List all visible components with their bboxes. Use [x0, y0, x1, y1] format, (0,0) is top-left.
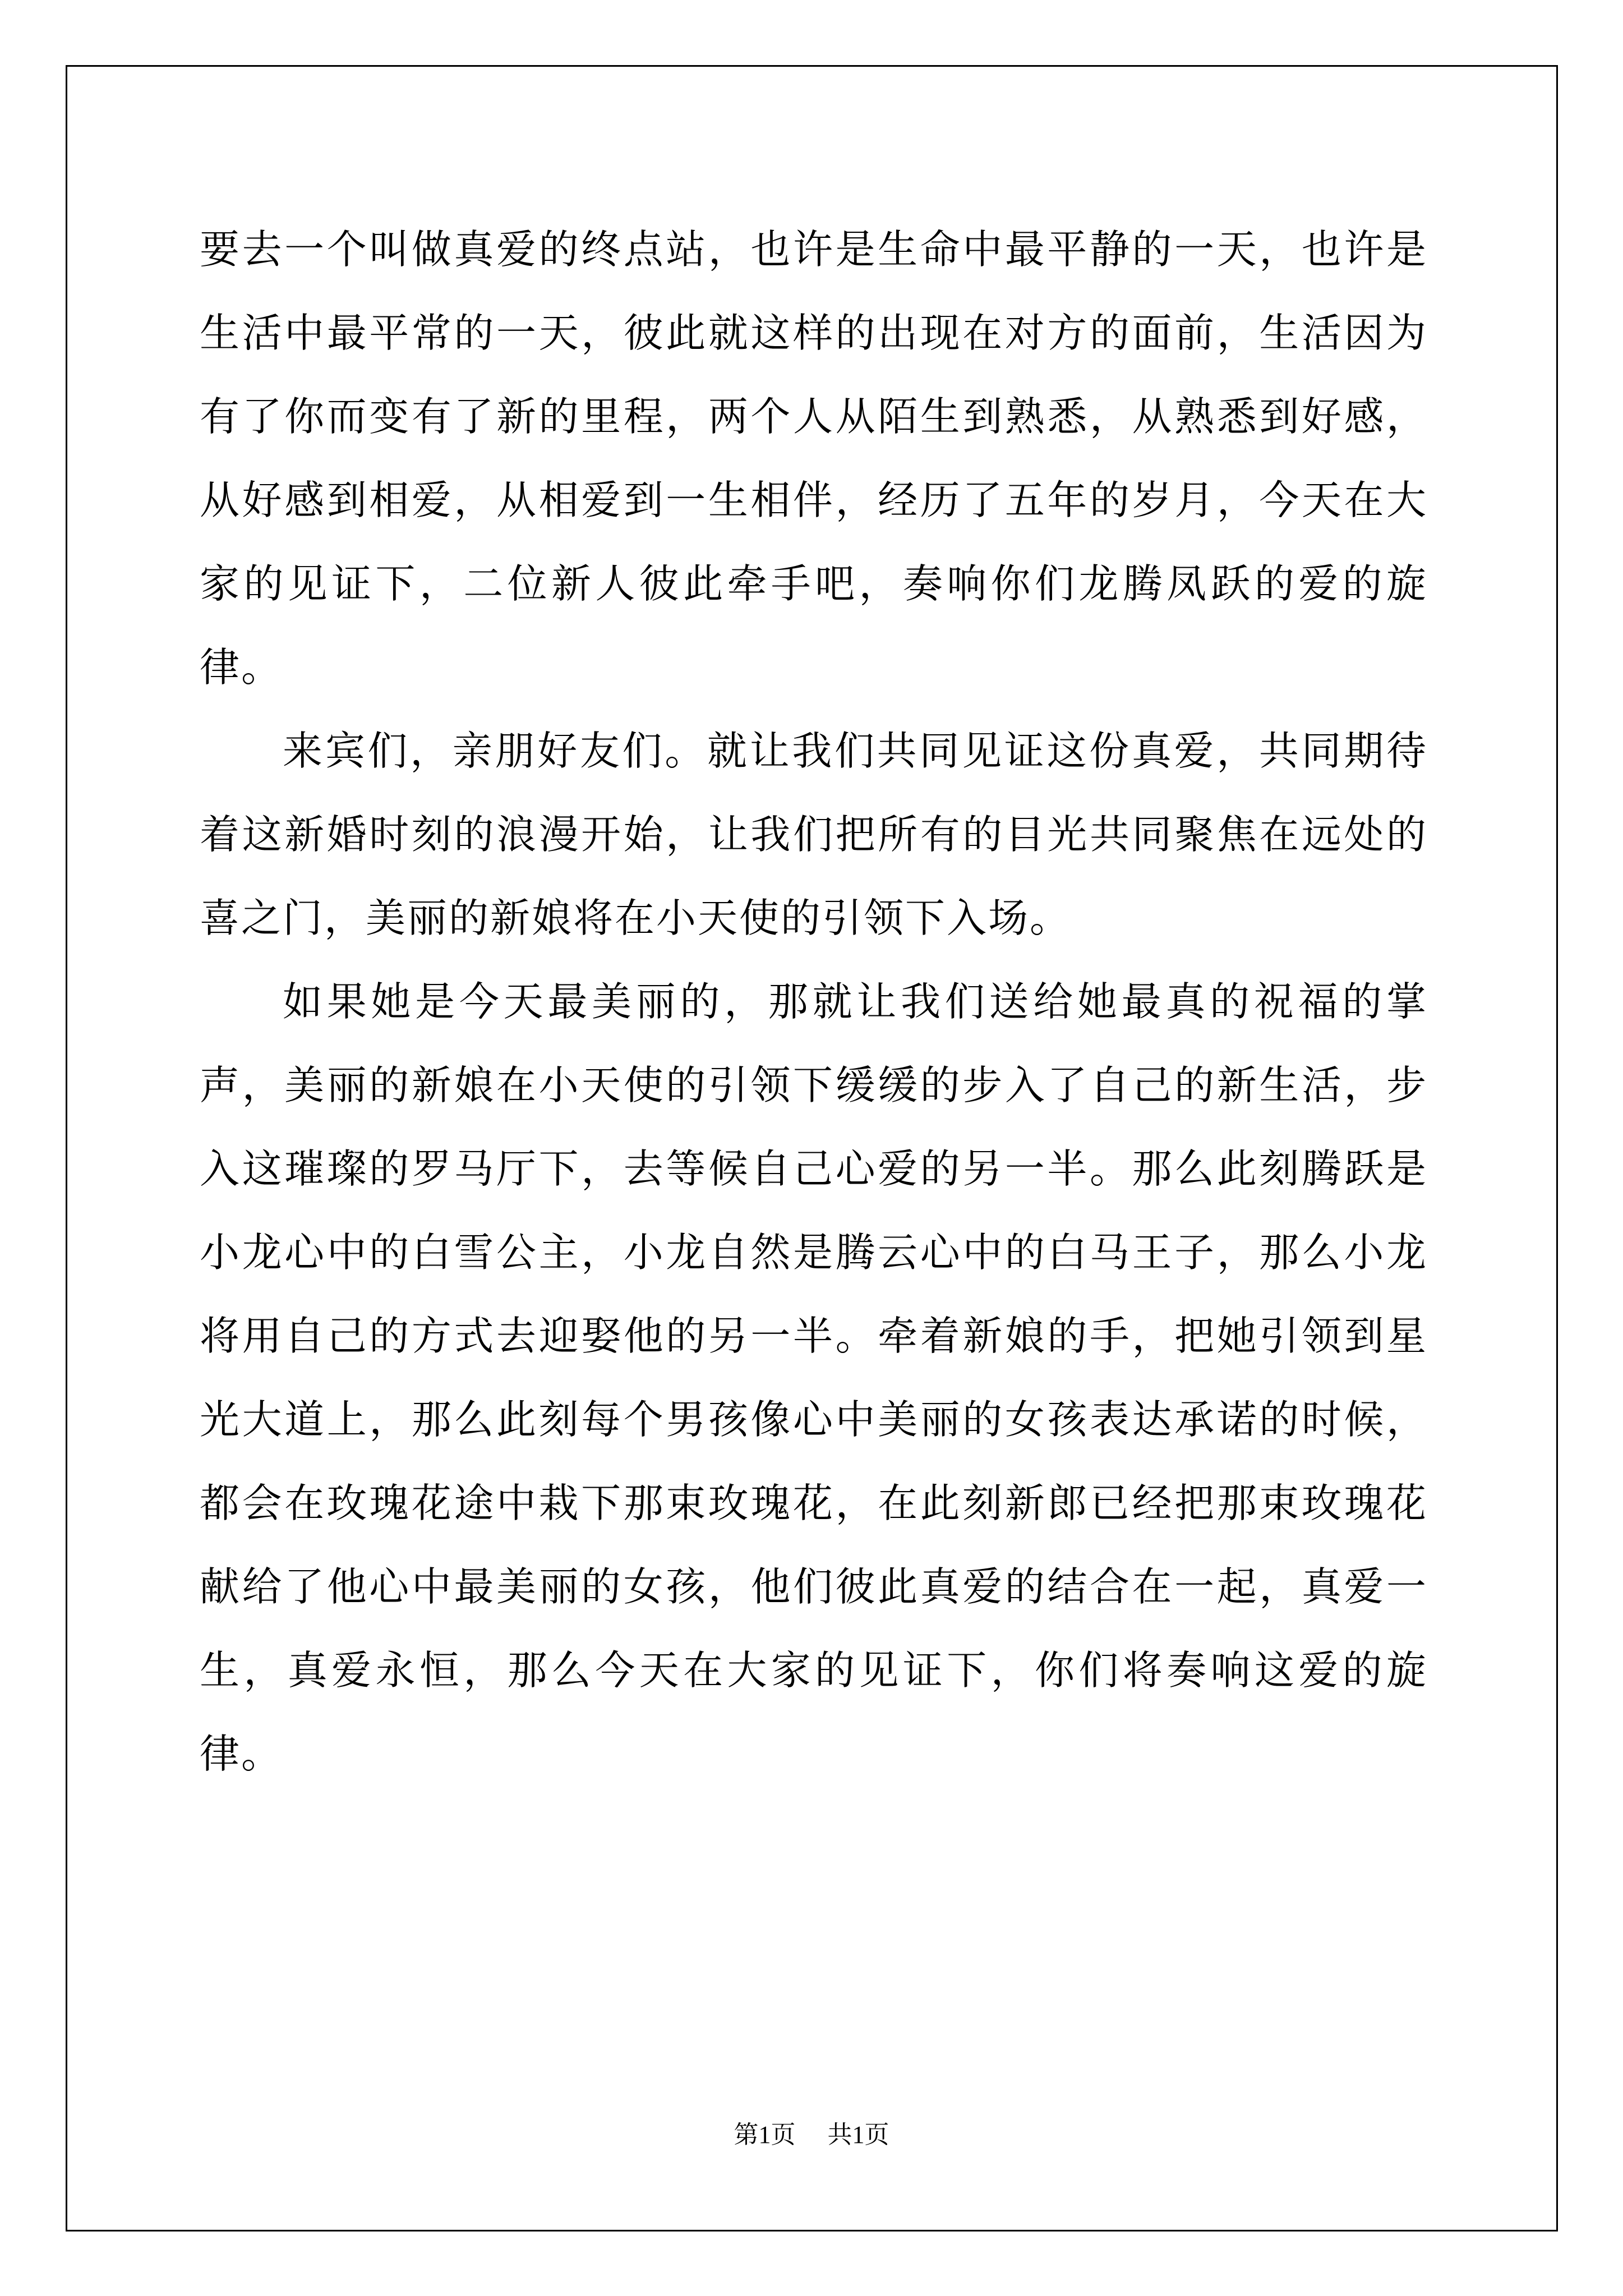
paragraph-3: 如果她是今天最美丽的，那就让我们送给她最真的祝福的掌声，美丽的新娘在小天使的引领下缓缓的步入了自己的新生活，步入这璀璨的罗马厅下，去等候自己心爱的另一半。那么此刻腾跃是小龙心中的白雪公主，小龙自然是腾云心中的白马王子，那么小龙将用自己的方式去迎娶他的另一半。牵着新娘的手，把她引领到星光大道上，那么此刻每个男孩像心中美丽的女孩表达承诺的时候，都会在玫瑰花途中栽下那束玫瑰花，在此刻新郎已经把那束玫瑰花献给了他心中最美丽的女孩，他们彼此真爱的结合在一起，真爱一生，真爱永恒，那么今天在大家的见证下，你们将奏响这爱的旋律。 [200, 978, 1428, 1777]
page-footer [0, 2118, 1623, 2152]
page-number-current: 第1页 [734, 2121, 796, 2148]
document-body [200, 208, 1428, 1796]
paragraph-1: 要去一个叫做真爱的终点站，也许是生命中最平静的一天，也许是生活中最平常的一天，彼此就这样的出现在对方的面前，生活因为有了你而变有了新的里程，两个人从陌生到熟悉，从熟悉到好感，从好感到相爱，从相爱到一生相伴，经历了五年的岁月，今天在大家的见证下，二位新人彼此牵手吧，奏响你们龙腾凤跃的爱的旋律。 [200, 226, 1428, 691]
page-number-total: 共1页 [827, 2121, 889, 2148]
paragraph-2: 来宾们，亲朋好友们。就让我们共同见证这份真爱，共同期待着这新婚时刻的浪漫开始，让我们把所有的目光共同聚焦在远处的喜之门，美丽的新娘将在小天使的引领下入场。 [200, 728, 1428, 941]
